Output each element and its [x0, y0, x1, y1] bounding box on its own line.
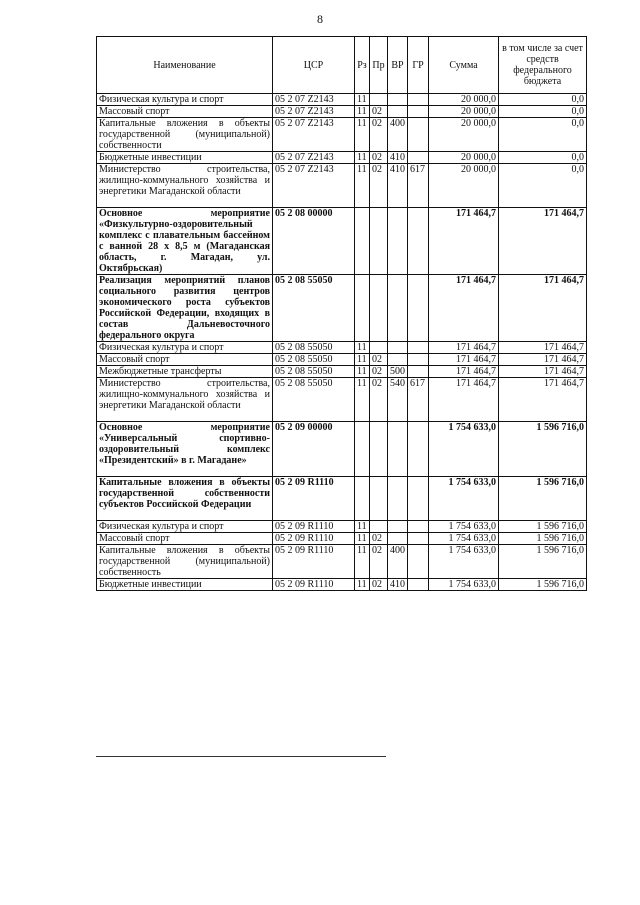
cell-name: Капитальные вложения в объекты государственной собственности субъектов Российской Федерации	[97, 477, 273, 521]
cell-rz: 11	[355, 106, 370, 118]
cell-gr	[408, 422, 429, 477]
cell-rz: 11	[355, 354, 370, 366]
table-row	[97, 533, 587, 545]
cell-federal: 171 464,7	[499, 275, 587, 342]
cell-vr: 540	[388, 378, 408, 422]
cell-name: Бюджетные инвестиции	[97, 579, 273, 591]
header-vr: ВР	[388, 37, 408, 94]
cell-vr	[388, 208, 408, 275]
cell-name: Физическая культура и спорт	[97, 94, 273, 106]
cell-csr: 05 2 09 R1110	[273, 545, 355, 579]
cell-pr	[370, 422, 388, 477]
cell-sum: 20 000,0	[429, 152, 499, 164]
cell-federal: 1 596 716,0	[499, 533, 587, 545]
cell-rz	[355, 208, 370, 275]
cell-pr: 02	[370, 366, 388, 378]
cell-pr	[370, 275, 388, 342]
table-row	[97, 275, 587, 342]
cell-gr	[408, 152, 429, 164]
cell-name: Капитальные вложения в объекты государственной (муниципальной) собственности	[97, 118, 273, 152]
cell-federal: 1 596 716,0	[499, 521, 587, 533]
cell-sum: 20 000,0	[429, 94, 499, 106]
cell-gr	[408, 106, 429, 118]
cell-pr	[370, 477, 388, 521]
cell-csr: 05 2 08 55050	[273, 342, 355, 354]
cell-gr	[408, 354, 429, 366]
cell-sum: 20 000,0	[429, 118, 499, 152]
cell-pr: 02	[370, 378, 388, 422]
cell-federal: 171 464,7	[499, 354, 587, 366]
cell-vr	[388, 94, 408, 106]
cell-rz: 11	[355, 579, 370, 591]
cell-sum: 1 754 633,0	[429, 579, 499, 591]
cell-vr: 400	[388, 545, 408, 579]
cell-csr: 05 2 09 R1110	[273, 521, 355, 533]
table-row	[97, 378, 587, 422]
cell-federal: 0,0	[499, 152, 587, 164]
cell-rz	[355, 275, 370, 342]
cell-csr: 05 2 07 Z2143	[273, 152, 355, 164]
cell-vr	[388, 275, 408, 342]
cell-sum: 1 754 633,0	[429, 533, 499, 545]
cell-sum: 1 754 633,0	[429, 477, 499, 521]
cell-vr: 410	[388, 164, 408, 208]
table-row	[97, 106, 587, 118]
cell-pr: 02	[370, 354, 388, 366]
cell-gr	[408, 579, 429, 591]
cell-sum: 171 464,7	[429, 342, 499, 354]
cell-vr	[388, 342, 408, 354]
cell-pr	[370, 208, 388, 275]
cell-rz: 11	[355, 521, 370, 533]
cell-rz: 11	[355, 378, 370, 422]
cell-vr	[388, 422, 408, 477]
cell-vr: 500	[388, 366, 408, 378]
cell-rz: 11	[355, 545, 370, 579]
cell-pr: 02	[370, 164, 388, 208]
cell-gr	[408, 275, 429, 342]
table-row	[97, 422, 587, 477]
cell-rz: 11	[355, 164, 370, 208]
page-number: 8	[317, 12, 323, 26]
cell-rz: 11	[355, 118, 370, 152]
cell-gr	[408, 208, 429, 275]
header-csr: ЦСР	[273, 37, 355, 94]
cell-pr	[370, 342, 388, 354]
cell-csr: 05 2 08 55050	[273, 275, 355, 342]
cell-csr: 05 2 08 55050	[273, 354, 355, 366]
cell-sum: 171 464,7	[429, 208, 499, 275]
cell-csr: 05 2 09 00000	[273, 422, 355, 477]
cell-rz: 11	[355, 94, 370, 106]
cell-rz: 11	[355, 533, 370, 545]
cell-vr: 400	[388, 118, 408, 152]
cell-vr: 410	[388, 152, 408, 164]
cell-sum: 171 464,7	[429, 366, 499, 378]
table-row	[97, 118, 587, 152]
cell-name: Физическая культура и спорт	[97, 342, 273, 354]
cell-csr: 05 2 09 R1110	[273, 533, 355, 545]
cell-federal: 0,0	[499, 106, 587, 118]
cell-vr	[388, 354, 408, 366]
cell-federal: 0,0	[499, 164, 587, 208]
cell-name: Массовый спорт	[97, 106, 273, 118]
budget-table	[96, 36, 587, 591]
table-row	[97, 545, 587, 579]
cell-name: Основное мероприятие «Физкультурно-оздоровительный комплекс с плавательным бассейном с ванной 28 х 8,5 м (Магаданская область, г. Магадан, ул. Октябрьская)	[97, 208, 273, 275]
cell-federal: 171 464,7	[499, 378, 587, 422]
cell-csr: 05 2 09 R1110	[273, 579, 355, 591]
header-gr: ГР	[408, 37, 429, 94]
cell-csr: 05 2 07 Z2143	[273, 106, 355, 118]
cell-gr: 617	[408, 378, 429, 422]
cell-gr	[408, 533, 429, 545]
cell-name: Реализация мероприятий планов социального развития центров экономического роста субъектов Российской Федерации, входящих в состав Дальневосточного федерального округа	[97, 275, 273, 342]
header-sum: Сумма	[429, 37, 499, 94]
table-row	[97, 94, 587, 106]
cell-sum: 171 464,7	[429, 354, 499, 366]
cell-pr: 02	[370, 579, 388, 591]
cell-csr: 05 2 08 55050	[273, 378, 355, 422]
table-row	[97, 366, 587, 378]
header-federal: в том числе за счет средств федерального бюджета	[499, 37, 587, 94]
cell-name: Капитальные вложения в объекты государственной (муниципальной) собственность	[97, 545, 273, 579]
cell-federal: 1 596 716,0	[499, 422, 587, 477]
cell-name: Министерство строительства, жилищно-коммунального хозяйства и энергетики Магаданской области	[97, 164, 273, 208]
cell-pr	[370, 521, 388, 533]
cell-sum: 20 000,0	[429, 106, 499, 118]
cell-sum: 1 754 633,0	[429, 545, 499, 579]
cell-name: Физическая культура и спорт	[97, 521, 273, 533]
table-row	[97, 521, 587, 533]
cell-gr	[408, 118, 429, 152]
cell-vr	[388, 106, 408, 118]
cell-vr	[388, 533, 408, 545]
cell-gr	[408, 94, 429, 106]
cell-vr	[388, 477, 408, 521]
cell-federal: 171 464,7	[499, 366, 587, 378]
cell-sum: 171 464,7	[429, 378, 499, 422]
cell-gr	[408, 342, 429, 354]
cell-gr	[408, 366, 429, 378]
header-name: Наименование	[97, 37, 273, 94]
cell-name: Бюджетные инвестиции	[97, 152, 273, 164]
table-row	[97, 342, 587, 354]
cell-name: Массовый спорт	[97, 354, 273, 366]
cell-sum: 1 754 633,0	[429, 521, 499, 533]
cell-sum: 20 000,0	[429, 164, 499, 208]
cell-pr: 02	[370, 106, 388, 118]
cell-sum: 171 464,7	[429, 275, 499, 342]
table-row	[97, 477, 587, 521]
cell-csr: 05 2 07 Z2143	[273, 118, 355, 152]
cell-gr	[408, 521, 429, 533]
cell-name: Министерство строительства, жилищно-коммунального хозяйства и энергетики Магаданской области	[97, 378, 273, 422]
header-rz: Рз	[355, 37, 370, 94]
cell-csr: 05 2 07 Z2143	[273, 164, 355, 208]
cell-name: Массовый спорт	[97, 533, 273, 545]
cell-vr	[388, 521, 408, 533]
table-header-row	[97, 37, 587, 94]
cell-vr: 410	[388, 579, 408, 591]
cell-gr	[408, 545, 429, 579]
cell-csr: 05 2 09 R1110	[273, 477, 355, 521]
cell-federal: 171 464,7	[499, 208, 587, 275]
table-row	[97, 354, 587, 366]
footer-divider	[96, 756, 386, 757]
cell-pr	[370, 94, 388, 106]
cell-rz	[355, 422, 370, 477]
cell-csr: 05 2 08 00000	[273, 208, 355, 275]
cell-rz: 11	[355, 152, 370, 164]
table-row	[97, 579, 587, 591]
cell-name: Основное мероприятие «Универсальный спортивно-оздоровительный комплекс «Президентский» в г. Магадане»	[97, 422, 273, 477]
cell-csr: 05 2 08 55050	[273, 366, 355, 378]
cell-rz: 11	[355, 342, 370, 354]
cell-sum: 1 754 633,0	[429, 422, 499, 477]
table-row	[97, 208, 587, 275]
header-pr: Пр	[370, 37, 388, 94]
cell-name: Межбюджетные трансферты	[97, 366, 273, 378]
table-row	[97, 152, 587, 164]
cell-federal: 1 596 716,0	[499, 545, 587, 579]
cell-federal: 1 596 716,0	[499, 579, 587, 591]
cell-rz	[355, 477, 370, 521]
cell-rz: 11	[355, 366, 370, 378]
cell-federal: 1 596 716,0	[499, 477, 587, 521]
table-row	[97, 164, 587, 208]
cell-federal: 171 464,7	[499, 342, 587, 354]
cell-gr	[408, 477, 429, 521]
cell-federal: 0,0	[499, 94, 587, 106]
cell-pr: 02	[370, 533, 388, 545]
cell-gr: 617	[408, 164, 429, 208]
cell-pr: 02	[370, 545, 388, 579]
cell-pr: 02	[370, 152, 388, 164]
cell-pr: 02	[370, 118, 388, 152]
cell-federal: 0,0	[499, 118, 587, 152]
cell-csr: 05 2 07 Z2143	[273, 94, 355, 106]
